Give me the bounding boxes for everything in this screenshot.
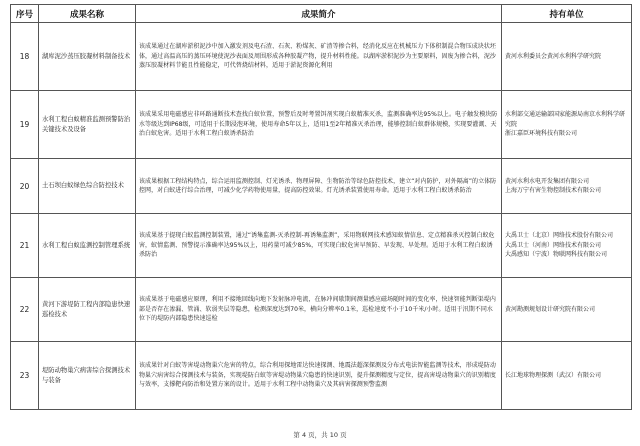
row-intro: 该成果基于电磁感应原理，利用不接地回线向地下发射脉冲电流，在脉冲间歇期间测量感应磁场随时间的变化率，快速智能判断渠堤内部是否存在渗漏、管涌、软弱夹层等隐患，检测深度达到70米，横向分辨率0.1米，巡检速度不小于10千米/小时。适用于汛期不同水位下的堤防内部隐患快速巡检	[136, 278, 502, 342]
owner-line: 黄河水利水电开发集团有限公司	[505, 177, 590, 185]
owner-line: 浙江嘉臣环境科技有限公司	[505, 130, 578, 138]
row-intro: 该成果针对白蚁等害堤动物巢穴危害的特点，综合利用探地雷达快速探测、地震法超深探测及分布式电法智能监测等技术，形成堤防动物巢穴病害综合探测技术与装备，实现堤防白蚁等害堤动物巢穴隐患的快速识别，提升探测精度与定位，提高害堤动物巢穴的识别精度与效率，支撑靶向防治和处置方案的设计。适用于水利工程中动物巢穴及其病害探测预警监测	[136, 342, 502, 410]
row-no: 23	[11, 342, 39, 410]
row-intro: 该成果基于提现白蚁监测控制装置，通过“诱集监测-灭杀控制-再诱集监测”，采用物联网技术感知蚁情信息、定点精准杀灭控制白蚁危害，蚁情监测、预警提示准确率达95%以上，用药量可减少85%，可实现白蚁危害早预防、早发现、早处理。适用于水利工程白蚁诱杀防治	[136, 214, 502, 278]
table-row	[11, 159, 632, 214]
row-owner	[502, 91, 632, 159]
row-intro: 该成果通过在湖库淤积泥沙中加入激发剂及电石渣、石灰、粉煤灰、矿渣等掺合料，经消化反应在机械压力下体积制混合物压成块状坯体，通过高温高压的蒸压环境使泥沙表面及周围形成各种胶凝产物，提升材料性能。以湖库淤积泥沙为主要原料，固废为掺合料，泥沙蒸压胶凝材料节能且性能稳定，可代替烧结材料，适用于淤泥资源化利用	[136, 23, 502, 91]
table-row	[11, 91, 632, 159]
row-no: 22	[11, 278, 39, 342]
owner-line: 水利部交通运输部国家能源局南京水利科学研究院	[505, 111, 626, 128]
owner-line: 大禹卫士（北京）网络技术股份有限公司	[505, 232, 614, 240]
table-header	[11, 5, 632, 23]
row-no: 19	[11, 91, 39, 159]
owner-line: 上海万宁有害生物控制技术有限公司	[505, 187, 602, 194]
row-owner	[502, 23, 632, 91]
owner-line: 大禹感知（宁波）物联网科技有限公司	[505, 251, 608, 259]
row-owner	[502, 214, 632, 278]
row-owner	[502, 278, 632, 342]
row-intro: 该成果根据工程结构特点，综合运用监测控制、灯光诱杀、物理屏障、生物防治等绿色防控技术，建立“对内防护，对外隔离”的立体防控网，对白蚁进行综合治理，可减少化学药物使用量，提高防控效果。灯光诱杀装置使用寿命。适用于水利工程白蚁诱杀防治	[136, 159, 502, 214]
achievements-table	[10, 4, 632, 410]
owner-line: 长江地球物理探测（武汉）有限公司	[505, 371, 602, 379]
row-name: 水利工程白蚁监测控制管理系统	[39, 214, 136, 278]
row-name: 黄河下游堤防工程内部隐患快速巡检技术	[39, 278, 136, 342]
header-no: 序号	[11, 5, 39, 23]
row-name: 土石坝白蚁绿色综合防控技术	[39, 159, 136, 214]
row-owner	[502, 159, 632, 214]
row-intro: 该成果采用电磁感应非环路通断技术查找白蚁位置，预警后及时考置饵剂实现白蚁精准灭杀，监测准确率达95%以上。电子触发模块防水等级达到IP68级，可适用于长期浸泡环境，使用寿命5年以上，适用1至2年精准灭杀治理，能够控制白蚁群体规模，实现要灌溉、天治白蚁危害。适用于水利工程白蚁诱杀防治	[136, 91, 502, 159]
row-no: 20	[11, 159, 39, 214]
table-row	[11, 342, 632, 410]
header-row	[11, 5, 632, 23]
owner-line: 大禹卫士（河南）网络技术有限公司	[505, 241, 602, 249]
table-row	[11, 214, 632, 278]
row-owner	[502, 342, 632, 410]
page-number: 第 4 页，共 10 页	[293, 431, 347, 439]
row-no: 21	[11, 214, 39, 278]
row-name: 湖库泥沙蒸压胶凝材料制备技术	[39, 23, 136, 91]
table-row	[11, 23, 632, 91]
row-name: 水利工程白蚁精准监测预警防治关键技术及设备	[39, 91, 136, 159]
header-intro: 成果简介	[136, 5, 502, 23]
row-name: 堤防动物巢穴病害综合探测技术与装备	[39, 342, 136, 410]
header-name: 成果名称	[39, 5, 136, 23]
table-row	[11, 278, 632, 342]
row-no: 18	[11, 23, 39, 91]
header-owner: 持有单位	[502, 5, 632, 23]
owner-line: 黄河勘测规划设计研究院有限公司	[505, 305, 596, 313]
table-body	[11, 23, 632, 410]
owner-line: 黄河水利委员会黄河水利科学研究院	[505, 52, 602, 60]
